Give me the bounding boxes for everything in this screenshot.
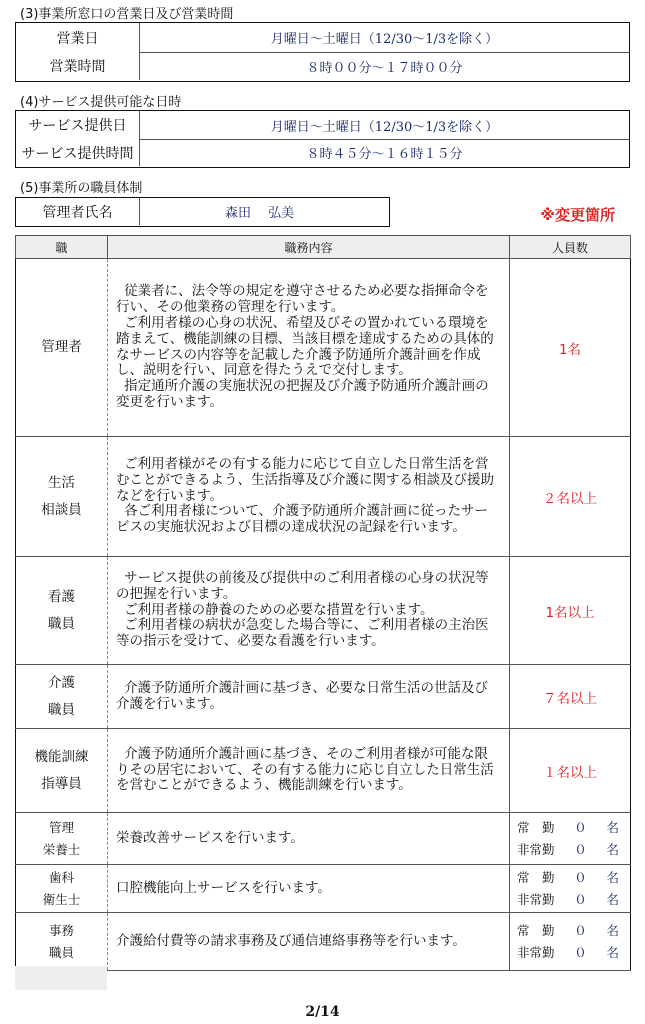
business-hours-table bbox=[15, 22, 630, 82]
staff-count-split bbox=[510, 913, 631, 971]
count-unit: 名 bbox=[606, 819, 619, 835]
staff-count-split bbox=[510, 813, 631, 865]
staff-row bbox=[16, 665, 631, 729]
part-time-count bbox=[511, 889, 629, 911]
full-time-count bbox=[511, 817, 629, 839]
staff-role-line: 相談員 bbox=[41, 501, 82, 518]
full-time-count bbox=[511, 867, 629, 889]
staff-role-line: 職員 bbox=[48, 615, 75, 632]
staff-duty-paragraph: ご利用者様の心身の状況、希望及びその置かれている環境を踏まえて、機能訓練の目標、当該目標を達成するための具体的なサービスの内容等を記載した介護予防通所介護計画を作成し、説明を行い、同意を得たうえで交付します。 bbox=[116, 314, 494, 379]
count-unit: 名 bbox=[606, 944, 619, 960]
section-5-title: (5)事業所の職員体制 bbox=[20, 181, 143, 196]
staff-role bbox=[16, 813, 108, 865]
staff-count: 1名 bbox=[510, 259, 631, 437]
staff-count: ２名以上 bbox=[510, 437, 631, 557]
staff-role bbox=[16, 665, 108, 729]
service-day-label: サービス提供日 bbox=[16, 111, 140, 139]
staff-duty bbox=[108, 259, 510, 437]
manager-name-label: 管理者氏名 bbox=[16, 198, 140, 225]
business-day-value: 月曜日～土曜日（12/30～1/3を除く） bbox=[270, 32, 499, 47]
staff-count: ７名以上 bbox=[510, 665, 631, 729]
count-unit: 名 bbox=[606, 869, 619, 885]
employment-type-label: 常 勤 bbox=[517, 819, 555, 835]
footer-shade bbox=[15, 966, 107, 990]
part-time-count bbox=[511, 942, 629, 964]
staff-role-line: 職員 bbox=[48, 701, 75, 718]
changed-note: ※変更箇所 bbox=[540, 206, 615, 224]
section-3-title: (3)事業所窓口の営業日及び営業時間 bbox=[20, 7, 234, 22]
staff-duty-paragraph: ご利用者様の静養のための必要な措置を行います。 bbox=[124, 601, 434, 618]
page-number: 2/14 bbox=[305, 1004, 340, 1020]
staff-count-split bbox=[510, 865, 631, 913]
staff-duty-paragraph: ご利用者様の病状が急変した場合等に、ご利用者様の主治医等の指示を受けて、必要な看護を行います。 bbox=[116, 617, 489, 650]
part-time-count bbox=[511, 839, 629, 861]
staff-duty bbox=[108, 665, 510, 729]
staff-duty bbox=[108, 437, 510, 557]
count-value: ０ bbox=[574, 841, 587, 857]
staff-row bbox=[16, 259, 631, 437]
staff-role-line: 管理者 bbox=[41, 339, 82, 355]
count-value: ０ bbox=[574, 819, 587, 835]
service-hours-label: サービス提供時間 bbox=[16, 139, 140, 166]
header-count: 人員数 bbox=[510, 236, 631, 259]
staff-role bbox=[16, 729, 108, 813]
manager-name-box bbox=[15, 197, 390, 227]
staff-table bbox=[15, 235, 631, 971]
staff-role bbox=[16, 913, 108, 971]
section-4-title: (4)サービス提供可能な日時 bbox=[20, 95, 182, 110]
staff-row bbox=[16, 913, 631, 971]
staff-duty-paragraph: 介護予防通所介護計画に基づき、必要な日常生活の世話及び介護を行います。 bbox=[116, 679, 489, 712]
business-hours-value: ８時００分～１７時００分 bbox=[306, 60, 463, 76]
staff-row bbox=[16, 813, 631, 865]
staff-count: １名以上 bbox=[510, 729, 631, 813]
count-value: ０ bbox=[574, 891, 587, 907]
staff-role-line: 事務 bbox=[48, 923, 74, 939]
count-value: ０ bbox=[574, 869, 587, 885]
staff-role-line: 指導員 bbox=[41, 775, 82, 792]
staff-row bbox=[16, 557, 631, 665]
staff-count: 1名以上 bbox=[510, 557, 631, 665]
staff-role-line: 機能訓練 bbox=[34, 748, 89, 765]
staff-duty: 介護給付費等の請求事務及び通信連絡事務等を行います。 bbox=[108, 913, 510, 971]
full-time-count bbox=[511, 920, 629, 942]
staff-role bbox=[16, 437, 108, 557]
staff-duty bbox=[108, 557, 510, 665]
count-value: ０ bbox=[574, 944, 587, 960]
staff-duty: 口腔機能向上サービスを行います。 bbox=[108, 865, 510, 913]
staff-duty-paragraph: 指定通所介護の実施状況の把握及び介護予防通所介護計画の変更を行います。 bbox=[116, 378, 489, 411]
staff-duty-paragraph: 各ご利用者様について、介護予防通所介護計画に従ったサービスの実施状況および目標の達成状況の記録を行います。 bbox=[116, 503, 489, 536]
employment-type-label: 非常勤 bbox=[517, 944, 555, 960]
employment-type-label: 非常勤 bbox=[517, 891, 555, 907]
header-duty: 職務内容 bbox=[108, 236, 510, 259]
staff-role bbox=[16, 259, 108, 437]
count-unit: 名 bbox=[606, 922, 619, 938]
staff-role-line: 職員 bbox=[48, 944, 74, 960]
staff-row bbox=[16, 437, 631, 557]
staff-row bbox=[16, 729, 631, 813]
staff-duty: 栄養改善サービスを行います。 bbox=[108, 813, 510, 865]
staff-role-line: 衛生士 bbox=[42, 891, 81, 907]
staff-role-line: 看護 bbox=[48, 588, 75, 605]
staff-role-line: 管理 bbox=[48, 820, 74, 836]
business-hours-label: 営業時間 bbox=[16, 52, 140, 80]
employment-type-label: 常 勤 bbox=[517, 922, 555, 938]
staff-role bbox=[16, 557, 108, 665]
staff-row bbox=[16, 865, 631, 913]
staff-duty bbox=[108, 729, 510, 813]
staff-role-line: 介護 bbox=[48, 674, 75, 691]
staff-duty-paragraph: 介護予防通所介護計画に基づき、そのご利用者様が可能な限りその居宅において、その有する能力に応じ自立した日常生活を営むことができるよう、機能訓練を行います。 bbox=[116, 745, 494, 794]
manager-name-value: 森田 弘美 bbox=[225, 206, 295, 221]
staff-role-line: 歯科 bbox=[48, 870, 74, 886]
service-hours-table bbox=[15, 110, 630, 168]
employment-type-label: 非常勤 bbox=[517, 841, 555, 857]
count-value: ０ bbox=[574, 922, 587, 938]
staff-role-line: 栄養士 bbox=[42, 841, 81, 857]
staff-duty-paragraph: ご利用者様がその有する能力に応じて自立した日常生活を営むことができるよう、生活指導及び介護に関する相談及び援助などを行います。 bbox=[116, 455, 494, 504]
staff-duty-paragraph: サービス提供の前後及び提供中のご利用者様の心身の状況等の把握を行います。 bbox=[116, 569, 489, 602]
service-day-value: 月曜日～土曜日（12/30～1/3を除く） bbox=[270, 119, 499, 135]
header-role: 職 bbox=[16, 236, 108, 259]
staff-duty-paragraph: 従業者に、法令等の規定を遵守させるため必要な指揮命令を行い、その他業務の管理を行います。 bbox=[116, 282, 489, 315]
staff-role bbox=[16, 865, 108, 913]
count-unit: 名 bbox=[606, 841, 619, 857]
employment-type-label: 常 勤 bbox=[517, 869, 555, 885]
staff-role-line: 生活 bbox=[48, 474, 75, 491]
business-day-label: 営業日 bbox=[16, 23, 140, 52]
service-hours-value: ８時４５分～１６時１５分 bbox=[306, 147, 463, 162]
count-unit: 名 bbox=[606, 891, 619, 907]
